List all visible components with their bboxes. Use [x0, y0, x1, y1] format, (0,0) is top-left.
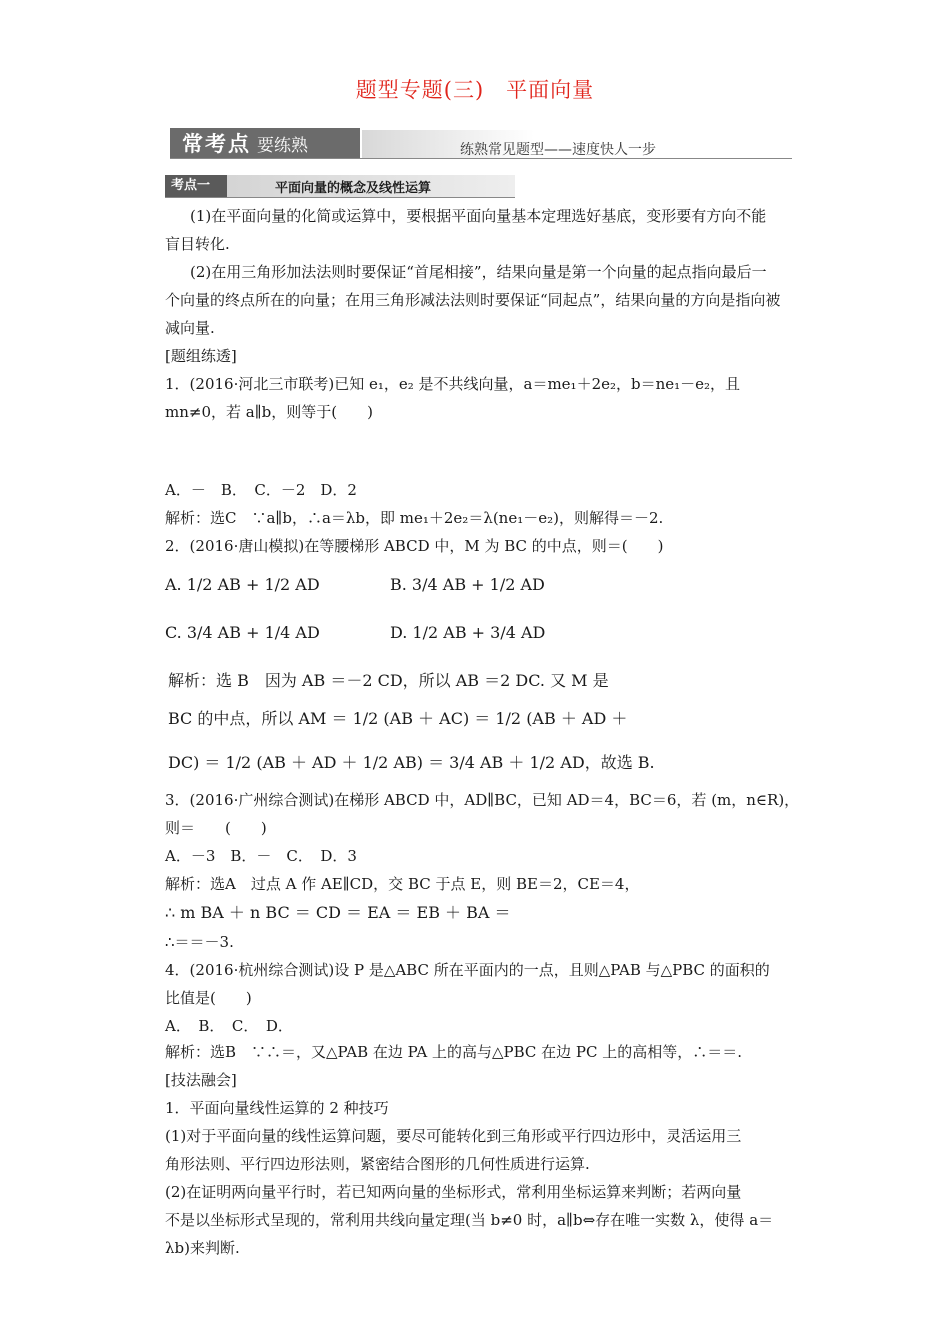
question-3-result: ∴＝＝－3.: [165, 933, 234, 951]
tip-heading: 1．平面向量线性运算的 2 种技巧: [165, 1099, 389, 1117]
question-2-solution: DC) ＝ 1/2 (AB ＋ AD ＋ 1/2 AB) ＝ 3/4 AB ＋ 1/2 AD，故选 B.: [168, 753, 655, 772]
banner-right-text: 练熟常见题型——速度快人一步: [460, 142, 656, 158]
question-2-option-a: A. 1/2 AB + 1/2 AD: [165, 575, 320, 594]
section-banner: [170, 128, 360, 158]
question-1-line: mn≠0，若 a∥b，则等于( ): [165, 403, 373, 421]
text-line: (1)在平面向量的化简或运算中，要根据平面向量基本定理选好基底，变形要有方向不能: [190, 207, 767, 225]
banner-main: 常考点: [182, 132, 251, 156]
question-2-option-b: B. 3/4 AB + 1/2 AD: [390, 575, 545, 594]
question-2-line: 2．(2016·唐山模拟)在等腰梯形 ABCD 中，M 为 BC 的中点，则＝( ): [165, 537, 664, 555]
question-3-options: A．－3 B．－ C． D．3: [165, 847, 357, 865]
text-line: λb)来判断.: [165, 1239, 240, 1257]
question-3-solution: 解析：选A 过点 A 作 AE∥CD，交 BC 于点 E，则 BE＝2，CE＝4，: [165, 875, 640, 893]
question-3-line: 3．(2016·广州综合测试)在梯形 ABCD 中，AD∥BC，已知 AD＝4，BC＝6，若 (m，n∈R)，: [165, 791, 800, 809]
text-line: 个向量的终点所在的向量；在用三角形减法法则时要保证“同起点”，结果向量的方向是指向被: [165, 291, 781, 309]
question-2-option-d: D. 1/2 AB + 3/4 AD: [390, 623, 546, 642]
text-line: (2)在证明两向量平行时，若已知两向量的坐标形式，常利用坐标运算来判断；若两向量: [165, 1183, 742, 1201]
question-4-options: A． B． C． D．: [165, 1017, 293, 1035]
question-3-line: 则＝ ( ): [165, 819, 267, 837]
question-2-option-c: C. 3/4 AB + 1/4 AD: [165, 623, 320, 642]
question-1-options: A．－ B． C．－2 D．2: [165, 481, 357, 499]
text-line: 盲目转化.: [165, 235, 230, 253]
page-title: 题型专题(三) 平面向量: [355, 78, 595, 102]
question-1-line: 1．(2016·河北三市联考)已知 e₁，e₂ 是不共线向量，a＝me₁＋2e₂，b＝ne₁－e₂，且: [165, 375, 741, 393]
text-line: 不是以坐标形式呈现的，常利用共线向量定理(当 b≠0 时，a∥b⇔存在唯一实数 λ，使得 a＝: [165, 1211, 774, 1229]
question-3-formula: ∴ m BA ＋ n BC ＝ CD ＝ EA ＝ EB ＋ BA ＝: [165, 903, 511, 922]
text-line: (1)对于平面向量的线性运算问题，要尽可能转化到三角形或平行四边形中，灵活运用三: [165, 1127, 742, 1145]
question-4-line: 4．(2016·杭州综合测试)设 P 是△ABC 所在平面内的一点，且则△PAB 与△PBC 的面积的: [165, 961, 770, 979]
kaodian-tag: 考点一: [165, 175, 227, 197]
text-line: 减向量.: [165, 319, 215, 337]
question-4-solution: 解析：选B ∵∴＝，又△PAB 在边 PA 上的高与△PBC 在边 PC 上的高相等，∴＝＝.: [165, 1043, 743, 1061]
text-line: 角形法则、平行四边形法则，紧密结合图形的几何性质进行运算.: [165, 1155, 590, 1173]
text-line: (2)在用三角形加法法则时要保证“首尾相接”，结果向量是第一个向量的起点指向最后一: [190, 263, 767, 281]
section-label: [技法融会]: [165, 1071, 237, 1089]
kaodian-title: 平面向量的概念及线性运算: [275, 181, 432, 196]
question-1-solution: 解析：选C ∵a∥b，∴a＝λb，即 me₁＋2e₂＝λ(ne₁－e₂)，则解得＝－2.: [165, 509, 664, 527]
question-4-line: 比值是( ): [165, 989, 252, 1007]
question-2-solution: BC 的中点，所以 AM ＝ 1/2 (AB ＋ AC) ＝ 1/2 (AB ＋ AD ＋: [168, 709, 628, 728]
section-label: [题组练透]: [165, 347, 237, 365]
question-2-solution: 解析：选 B 因为 AB ＝－2 CD，所以 AB ＝2 DC. 又 M 是: [168, 671, 609, 690]
banner-sub: 要练熟: [257, 135, 308, 156]
